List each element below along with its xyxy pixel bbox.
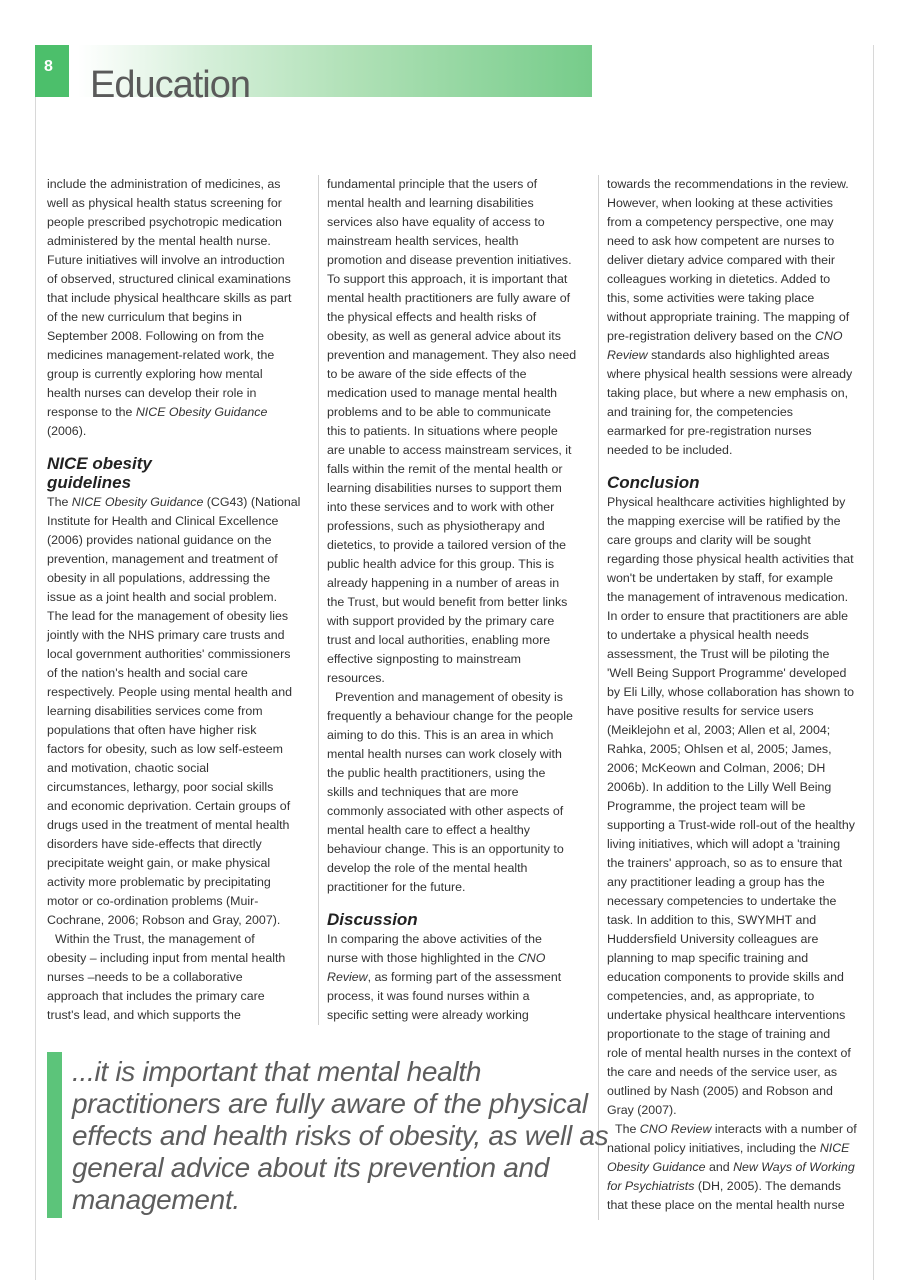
text-line: [47, 403, 307, 422]
text-span: The: [47, 495, 72, 509]
text-line: Institute for Health and Clinical Excellence: [47, 514, 279, 528]
heading-line: Discussion: [327, 910, 418, 929]
text-line: planning to map specific training and: [607, 951, 809, 965]
text-line: Future initiatives will involve an introduction: [47, 253, 285, 267]
text-line: However, when looking at these activities: [607, 196, 833, 210]
text-line: public health advice for this group. This is: [327, 557, 555, 571]
text-line: The lead for the management of obesity lies: [47, 609, 289, 623]
text-line: nurses –needs to be a collaborative: [47, 970, 243, 984]
text-line: practitioner for the future.: [327, 880, 466, 894]
text-line: of observed, structured clinical examinations: [47, 272, 291, 286]
text-span: (DH, 2005). The demands: [694, 1179, 841, 1193]
text-line: Cochrane, 2006; Robson and Gray, 2007).: [47, 913, 281, 927]
text-line: (2006).: [47, 424, 87, 438]
text-line: already happening in a number of areas in: [327, 576, 560, 590]
text-line: role of mental health nurses in the context of: [607, 1046, 851, 1060]
text-line: Prevention and management of obesity is: [335, 690, 563, 704]
section-heading: [327, 910, 587, 929]
pull-quote-line: effects and health risks of obesity, as well as: [72, 1120, 609, 1151]
italic-text: NICE Obesity Guidance: [71, 495, 204, 509]
text-span: nurse with those highlighted in the: [327, 951, 518, 965]
text-line: any practitioner leading a group has the: [607, 875, 825, 889]
text-line: Rahka, 2005; Ohlsen et al, 2005; James,: [607, 742, 832, 756]
text-line: effective signposting to mainstream: [327, 652, 521, 666]
italic-text: New Ways of Working: [733, 1160, 855, 1174]
text-line: resources.: [327, 671, 385, 685]
text-line: develop the role of the mental health: [327, 861, 528, 875]
text-line: mental health and learning disabilities: [327, 196, 534, 210]
text-line: [327, 949, 587, 968]
text-line: professions, such as physiotherapy and: [327, 519, 545, 533]
italic-text: Review: [327, 970, 368, 984]
text-line: health nurses can develop their role in: [47, 386, 257, 400]
text-line: task. In addition to this, SWYMHT and: [607, 913, 817, 927]
text-line: and economic deprivation. Certain groups of: [47, 799, 291, 813]
text-line: that these place on the mental health nurse: [607, 1198, 845, 1212]
text-line: deliver dietary advice compared with their: [607, 253, 835, 267]
text-line: the mapping exercise will be ratified by the: [607, 514, 841, 528]
text-line: living initiatives, which will adopt a 'training: [607, 837, 841, 851]
text-line: need to ask how competent are nurses to: [607, 234, 835, 248]
text-line: earmarked for pre-registration nurses: [607, 424, 812, 438]
text-line: [607, 1177, 867, 1196]
section-title: Education: [90, 64, 251, 106]
text-line: Physical healthcare activities highlighted by: [607, 495, 846, 509]
text-line: obesity, as well as general advice about its: [327, 329, 561, 343]
text-line: commonly associated with other aspects of: [327, 804, 564, 818]
text-line: to be aware of the side effects of the: [327, 367, 527, 381]
text-line: with support provided by the primary care: [327, 614, 555, 628]
heading-line: NICE obesity: [47, 454, 152, 473]
text-span: response to the: [47, 405, 136, 419]
text-line: 'Well Being Support Programme' developed: [607, 666, 847, 680]
text-line: drugs used in the treatment of mental health: [47, 818, 290, 832]
text-span: and: [705, 1160, 734, 1174]
text-line: well as physical health status screening for: [47, 196, 282, 210]
text-line: 2006b). In addition to the Lilly Well Being: [607, 780, 832, 794]
text-line: medicines management-related work, the: [47, 348, 275, 362]
text-span: (CG43) (National: [203, 495, 301, 509]
text-line: by Eli Lilly, whose collaboration has shown to: [607, 685, 855, 699]
text-line: and training for, the competencies: [607, 405, 793, 419]
text-line: from a competency perspective, one may: [607, 215, 834, 229]
text-line: of the new curriculum that begins in: [47, 310, 242, 324]
text-line: trust and local authorities, enabling more: [327, 633, 551, 647]
text-line: trust's lead, and which supports the: [47, 1008, 241, 1022]
text-line: needed to be included.: [607, 443, 733, 457]
text-line: Programme, the project team will be: [607, 799, 806, 813]
text-line: aiming to do this. This is an area in which: [327, 728, 554, 742]
text-line: motor or co-ordination problems (Muir-: [47, 894, 259, 908]
text-line: competencies, and, as appropriate, to: [607, 989, 815, 1003]
text-line: colleagues working in dietetics. Added to: [607, 272, 831, 286]
text-line: proportionate to the stage of training and: [607, 1027, 831, 1041]
text-line: the trainers' approach, so as to ensure that: [607, 856, 843, 870]
italic-text: CNO: [815, 329, 843, 343]
text-line: frequently a behaviour change for the people: [327, 709, 573, 723]
text-line: prevention, management and treatment of: [47, 552, 278, 566]
pull-quote-bar: [47, 1052, 62, 1218]
text-line: this, some activities were taking place: [607, 291, 815, 305]
italic-text: CNO: [517, 951, 546, 965]
text-line: outlined by Nash (2005) and Robson and: [607, 1084, 833, 1098]
page-number: 8: [44, 58, 53, 75]
text-span: pre-registration delivery based on the: [607, 329, 816, 343]
column-1: [47, 175, 307, 1025]
text-line: respectively. People using mental health and: [47, 685, 292, 699]
text-line: the Trust, but would benefit from better links: [327, 595, 568, 609]
text-line: care groups and clarity will be sought: [607, 533, 811, 547]
text-line: the management of intravenous medication.: [607, 590, 849, 604]
pull-quote-line: practitioners are fully aware of the physical: [72, 1088, 588, 1119]
italic-text: NICE Obesity Guidance: [135, 405, 268, 419]
text-line: administered by the mental health nurse.: [47, 234, 271, 248]
text-line: the care and needs of the service user, as: [607, 1065, 838, 1079]
text-line: group is currently exploring how mental: [47, 367, 263, 381]
text-line: to undertake a physical health needs: [607, 628, 809, 642]
text-line: that include physical healthcare skills as part: [47, 291, 292, 305]
text-line: [327, 968, 587, 987]
text-line: into these services and to work with other: [327, 500, 555, 514]
text-line: [607, 346, 867, 365]
text-span: standards also highlighted areas: [647, 348, 830, 362]
text-line: learning disabilities nurses to support them: [327, 481, 562, 495]
text-line: mental health nurses can work closely with: [327, 747, 562, 761]
text-line: supporting a Trust-wide roll-out of the healthy: [607, 818, 855, 832]
text-line: learning disabilities services come from: [47, 704, 263, 718]
text-line: September 2008. Following on from the: [47, 329, 264, 343]
text-line: specific setting were already working: [327, 1008, 529, 1022]
text-line: won't be undertaken by staff, for example: [607, 571, 833, 585]
text-line: services also have equality of access to: [327, 215, 545, 229]
text-line: medication used to manage mental health: [327, 386, 558, 400]
text-line: towards the recommendations in the review.: [607, 177, 849, 191]
italic-text: for Psychiatrists: [607, 1179, 695, 1193]
pull-quote-line: ...it is important that mental health: [72, 1056, 482, 1087]
text-line: dietetics, to provide a tailored version of the: [327, 538, 566, 552]
text-line: [607, 327, 867, 346]
page-border-right: [873, 45, 874, 1280]
text-line: have positive results for service users: [607, 704, 814, 718]
text-line: [607, 1120, 867, 1139]
text-span: The: [615, 1122, 640, 1136]
text-line: without appropriate training. The mapping of: [607, 310, 850, 324]
text-line: factors for obesity, such as low self-esteem: [47, 742, 283, 756]
column-divider: [318, 175, 319, 1025]
text-line: include the administration of medicines, as: [47, 177, 281, 191]
text-line: fundamental principle that the users of: [327, 177, 538, 191]
text-line: taking place, but where a new emphasis on,: [607, 386, 849, 400]
text-span: national policy initiatives, including the: [607, 1141, 820, 1155]
text-line: [47, 493, 307, 512]
text-line: obesity in all populations, addressing the: [47, 571, 271, 585]
heading-line: guidelines: [47, 473, 132, 492]
column-2: [327, 175, 587, 1025]
text-line: (2006) provides national guidance on the: [47, 533, 272, 547]
text-line: Within the Trust, the management of: [55, 932, 255, 946]
italic-text: Obesity Guidance: [607, 1160, 706, 1174]
text-line: prevention and management. They also need: [327, 348, 577, 362]
text-line: the public health practitioners, using the: [327, 766, 546, 780]
text-line: In order to ensure that practitioners are able: [607, 609, 849, 623]
text-line: are unable to access mainstream services, it: [327, 443, 572, 457]
text-line: skills and techniques that are more: [327, 785, 519, 799]
text-line: Gray (2007).: [607, 1103, 677, 1117]
text-line: issue as a joint health and social problem.: [47, 590, 278, 604]
pull-quote: [72, 1056, 608, 1216]
italic-text: Review: [607, 348, 648, 362]
text-line: activity more problematic by precipitating: [47, 875, 271, 889]
text-line: necessary competencies to undertake the: [607, 894, 837, 908]
text-line: [607, 1158, 867, 1177]
text-line: mainstream health services, health: [327, 234, 519, 248]
text-line: local government authorities' commissioners: [47, 647, 291, 661]
text-span: , as forming part of the assessment: [367, 970, 562, 984]
text-line: [607, 1139, 867, 1158]
text-line: In comparing the above activities of the: [327, 932, 542, 946]
section-heading: [607, 473, 867, 492]
text-line: problems and to be able to communicate: [327, 405, 551, 419]
text-line: precipitate weight gain, or make physical: [47, 856, 271, 870]
text-span: interacts with a number of: [711, 1122, 857, 1136]
text-line: disorders have side-effects that directly: [47, 837, 262, 851]
italic-text: CNO Review: [639, 1122, 712, 1136]
column-3: [607, 175, 867, 1215]
text-line: of the nation's health and social care: [47, 666, 248, 680]
text-line: and motivation, chaotic social: [47, 761, 209, 775]
text-line: process, it was found nurses within a: [327, 989, 530, 1003]
text-line: education components to provide skills and: [607, 970, 844, 984]
text-line: this to patients. In situations where people: [327, 424, 558, 438]
text-line: where physical health sessions were already: [607, 367, 853, 381]
text-line: mental health practitioners are fully aware of: [327, 291, 571, 305]
text-line: approach that includes the primary care: [47, 989, 265, 1003]
text-line: mental health care to effect a healthy: [327, 823, 530, 837]
section-heading: [47, 454, 307, 492]
text-line: the physical effects and health risks of: [327, 310, 537, 324]
text-line: Huddersfield University colleagues are: [607, 932, 819, 946]
text-line: undertake physical healthcare interventions: [607, 1008, 846, 1022]
text-line: (Meiklejohn et al, 2003; Allen et al, 2004;: [607, 723, 831, 737]
text-line: behaviour change. This is an opportunity to: [327, 842, 564, 856]
text-line: assessment, the Trust will be piloting the: [607, 647, 830, 661]
text-line: 2006; McKeown and Colman, 2006; DH: [607, 761, 826, 775]
italic-text: NICE: [819, 1141, 850, 1155]
text-line: jointly with the NHS primary care trusts and: [47, 628, 285, 642]
text-line: obesity – including input from mental health: [47, 951, 286, 965]
pull-quote-line: general advice about its prevention and: [72, 1152, 550, 1183]
heading-line: Conclusion: [607, 473, 700, 492]
text-line: promotion and disease prevention initiatives.: [327, 253, 572, 267]
text-line: falls within the remit of the mental health or: [327, 462, 563, 476]
pull-quote-line: management.: [72, 1184, 240, 1215]
text-line: circumstances, lethargy, poor social skills: [47, 780, 274, 794]
page-border-left: [35, 45, 36, 1280]
text-line: people prescribed psychotropic medication: [47, 215, 282, 229]
text-line: populations that often have higher risk: [47, 723, 257, 737]
text-line: To support this approach, it is important that: [327, 272, 568, 286]
text-line: regarding those physical health activities that: [607, 552, 854, 566]
